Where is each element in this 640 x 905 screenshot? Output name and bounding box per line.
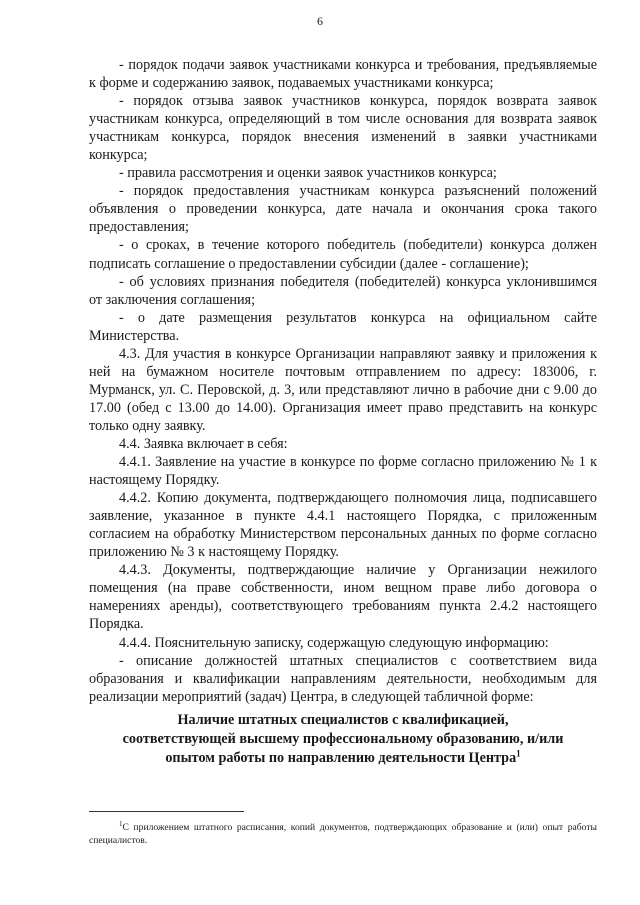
- paragraph-4-4-1: 4.4.1. Заявление на участие в конкурсе по форме согласно приложению № 1 к настоящему Порядку.: [89, 454, 597, 489]
- paragraph-4-4: 4.4. Заявка включает в себя:: [119, 435, 288, 452]
- paragraph-withdrawal-order: - порядок отзыва заявок участников конкурса, порядок возврата заявок участникам конкурса, определяющий в том числе основания для возврата заявок участникам конкурса, порядок внесения изменений в заявки участниками конкурса;: [89, 93, 597, 164]
- page-number: 6: [317, 14, 323, 28]
- footnote-reference[interactable]: 1: [516, 748, 521, 759]
- table-title: [89, 711, 597, 768]
- paragraph-evasion-conditions: - об условиях признания победителя (победителей) конкурса уклонившимся от заключения соглашения;: [89, 273, 597, 308]
- footnote-mark: 1: [119, 820, 123, 828]
- document-body: [89, 56, 597, 706]
- table-title-line: [89, 749, 597, 768]
- paragraph-clarifications: - порядок предоставления участникам конкурса разъяснений положений объявления о проведении конкурса, дате начала и окончания срока такого предоставления;: [89, 183, 597, 236]
- paragraph-submission-order: - порядок подачи заявок участниками конкурса и требования, предъявляемые к форме и содержанию заявок, подаваемых участниками конкурса;: [89, 57, 597, 92]
- table-title-line: Наличие штатных специалистов с квалификацией,: [177, 712, 509, 728]
- footnote-divider: [89, 811, 244, 812]
- footnote: [89, 818, 597, 847]
- table-title-text: опытом работы по направлению деятельности Центра: [165, 750, 517, 766]
- paragraph-evaluation-rules: - правила рассмотрения и оценки заявок участников конкурса;: [119, 165, 497, 182]
- paragraph-4-4-2: 4.4.2. Копию документа, подтверждающего полномочия лица, подписавшего заявление, указанное в пункте 4.4.1 настоящего Порядка, с приложенным согласием на обработку Министерством персональных данных по форме согласно приложению № 3 к настоящему Порядку.: [89, 490, 597, 561]
- paragraph-results-date: - о дате размещения результатов конкурса на официальном сайте Министерства.: [89, 309, 597, 344]
- paragraph-4-4-4: 4.4.4. Пояснительную записку, содержащую следующую информацию:: [119, 634, 549, 651]
- paragraph-4-4-3: 4.4.3. Документы, подтверждающие наличие у Организации нежилого помещения (на праве собственности, ином вещном праве либо договора о намерениях аренды), соответствующего требованиям пункта 2.4.2 настоящего Порядка.: [89, 562, 597, 633]
- paragraph-staff-description: - описание должностей штатных специалистов с соответствием вида образования и квалификации направлениям деятельности, необходимым для реализации мероприятий (задач) Центра, в следующей табличной форме:: [89, 652, 597, 705]
- paragraph-4-3: 4.3. Для участия в конкурсе Организации направляют заявку и приложения к ней на бумажном носителе почтовым отправлением по адресу: 183006, г. Мурманск, ул. С. Перовской, д. 3, или представляют лично в рабочие дни с 9.00 до 17.00 (обед с 13.00 до 14.00). Организация имеет право представить на конкурс только одну заявку.: [89, 345, 597, 434]
- footnote-text: С приложением штатного расписания, копий документов, подтверждающих образование и (или) опыт работы специалистов.: [89, 822, 597, 847]
- paragraph-signing-deadline: - о сроках, в течение которого победитель (победители) конкурса должен подписать соглашение о предоставлении субсидии (далее - соглашение);: [89, 237, 597, 272]
- table-title-line: соответствующей высшему профессиональному образованию, и/или: [122, 731, 564, 747]
